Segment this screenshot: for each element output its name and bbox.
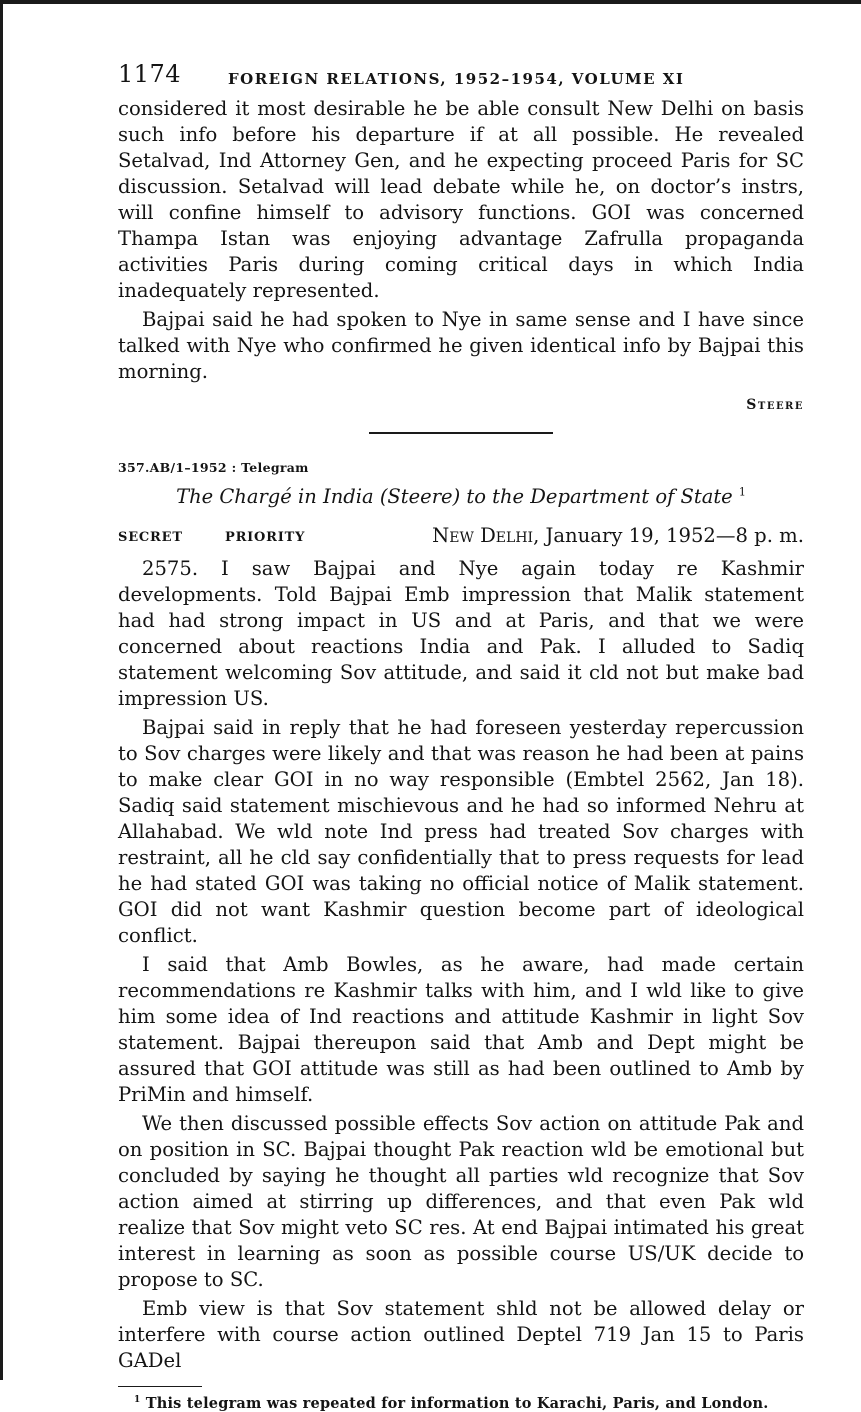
document-title (118, 485, 804, 508)
paragraph: I said that Amb Bowles, as he aware, had made certain recommendations re Kashmir talks with him, and I wld like to give him some idea of Ind reactions and attitude Kashmir in light Sov statement. Bajpai thereupon said that Amb and Dept might be assured that GOI attitude was still as had been outlined to Amb by PriMin and himself. (118, 952, 804, 1106)
paragraph: We then discussed possible effects Sov action on attitude Pak and on position in SC. Bajpai thought Pak reaction wld be emotional but concluded by saying he thought all parties wld recognize that Sov action aimed at stirring up differences, and that even Pak wld realize that Sov might veto SC res. At end Bajpai intimated his great interest in learning as soon as possible course US/UK decide to propose to SC. (118, 1111, 804, 1291)
footnote-marker: 1 (738, 485, 746, 498)
dateline (432, 524, 804, 547)
dateline-date: , January 19, 1952—8 p. m. (533, 523, 804, 547)
running-title: FOREIGN RELATIONS, 1952–1954, VOLUME XI (228, 70, 685, 88)
paragraph: Bajpai said in reply that he had foreseen yesterday repercussion to Sov charges were likely and that was reason he had been at pains to make clear GOI in no way responsible (Embtel 2562, Jan 18). Sadiq said statement mischievous and he had so informed Nehru at Allahabad. We wld note Ind press had treated Sov charges with restraint, all he cld say confidentially that to press requests for lead he had stated GOI was taking no official notice of Malik statement. GOI did not want Kashmir question become part of ideological conflict. (118, 715, 804, 947)
previous-document-continuation (118, 96, 804, 385)
document-page (118, 60, 804, 1412)
page-edge-left (0, 0, 3, 1380)
paragraph: considered it most desirable he be able consult New Delhi on basis such info before his departure if at all possible. He revealed Setalvad, Ind Attorney Gen, and he expecting proceed Paris for SC discussion. Setalvad will lead debate while he, on doctor’s instrs, will confine himself to advisory functions. GOI was concerned Thampa Istan was enjoying advantage Zafrulla propaganda activities Paris during coming critical days in which India inadequately represented. (118, 97, 804, 302)
running-head (118, 60, 804, 96)
telegram-body (118, 556, 804, 1374)
footnote-text: This telegram was repeated for information to Karachi, Paris, and London. (145, 1395, 769, 1412)
paragraph: 2575. I saw Bajpai and Nye again today re Kashmir developments. Told Bajpai Emb impression that Malik statement had had strong impact in US and at Paris, and that we were concerned about reactions India and Pak. I alluded to Sadiq statement welcoming Sov attitude, and said it cld not but make bad impression US. (118, 556, 804, 710)
document-title-text: The Chargé in India (Steere) to the Department of State (176, 484, 733, 508)
signature: Steere (746, 397, 804, 413)
priority-label: PRIORITY (225, 529, 306, 545)
file-reference: 357.AB/1–1952 : Telegram (118, 459, 309, 475)
paragraph: Bajpai said he had spoken to Nye in same sense and I have since talked with Nye who confirmed he given identical info by Bajpai this morning. (118, 308, 804, 383)
section-divider (369, 432, 553, 434)
paragraph: Emb view is that Sov statement shld not be allowed delay or interfere with course action outlined Deptel 719 Jan 15 to Paris GADel (118, 1296, 804, 1372)
footnote (118, 1395, 804, 1412)
page-edge-top (0, 0, 861, 4)
classification-label: SECRET (118, 529, 183, 545)
dateline-place: New Delhi (432, 523, 534, 547)
telegram-meta (118, 522, 804, 556)
footnote-rule (118, 1386, 202, 1388)
page-number: 1174 (118, 60, 182, 88)
footnote-number: 1 (134, 1395, 141, 1406)
